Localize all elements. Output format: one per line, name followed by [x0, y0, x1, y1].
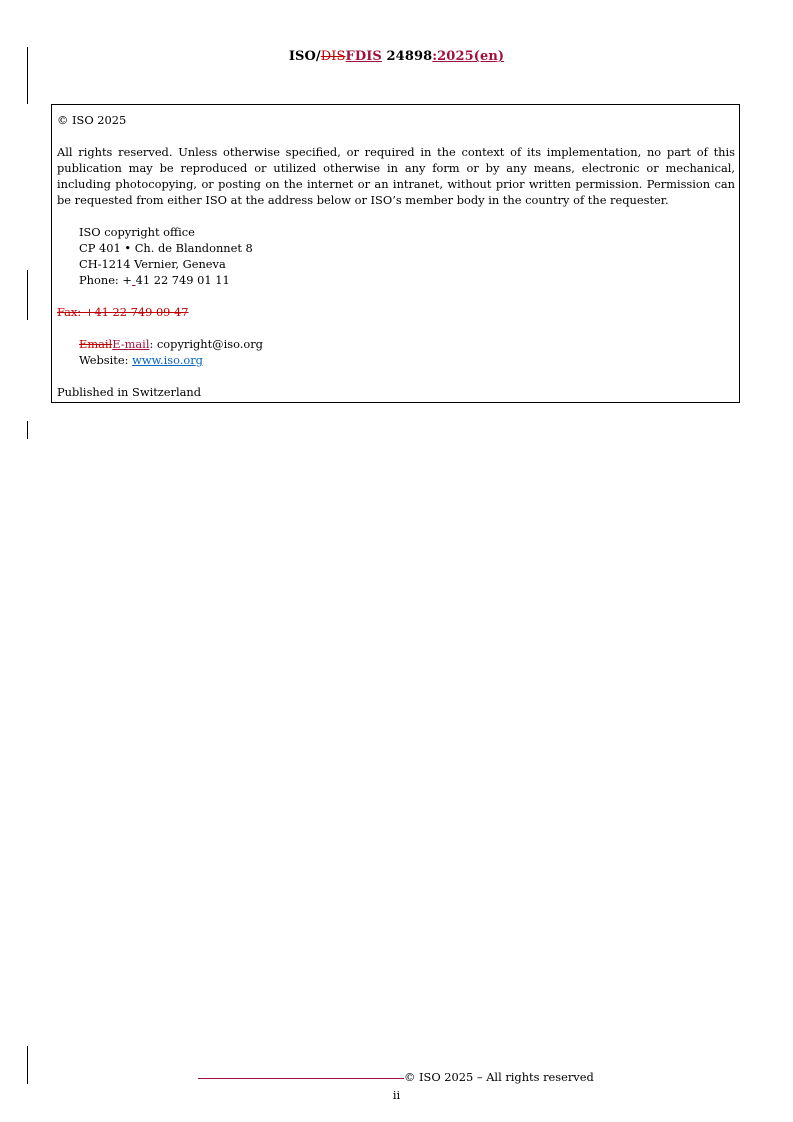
phone-number: 41 22 749 01 11 — [135, 273, 230, 287]
copyright-line: © ISO 2025 — [57, 113, 127, 127]
change-bar — [27, 1046, 28, 1084]
header-prefix: ISO/ — [288, 49, 321, 64]
phone-line — [57, 272, 735, 288]
fax-deleted: Fax: +41 22 749 09 47 — [57, 305, 189, 319]
phone-label: Phone: + — [79, 273, 132, 287]
change-bar — [27, 421, 28, 439]
email-label-deleted: Email — [79, 337, 113, 351]
header-inserted-stage: FDIS — [345, 49, 382, 64]
header-inserted-suffix: :2025(en) — [432, 49, 505, 64]
website-link[interactable]: www.iso.org — [132, 353, 203, 367]
email-value: : copyright@iso.org — [149, 337, 263, 351]
copyright-box — [51, 104, 740, 403]
email-label-inserted: E-mail — [112, 337, 150, 351]
header-deleted-stage: DIS — [320, 49, 346, 64]
document-header — [0, 49, 793, 64]
rights-paragraph: All rights reserved. Unless otherwise specified, or required in the context of its implementation, no part of this publication may be reproduced or utilized otherwise in any form or by any means, electronic or mechanical, including photocopying, or posting on the internet or an intranet, without prior written permission. Permission can be requested from either ISO at the address below or ISO’s member body in the country of the requester. — [57, 145, 735, 207]
email-line — [57, 336, 735, 352]
change-bar — [27, 270, 28, 320]
footer-copyright: © ISO 2025 – All rights reserved — [404, 1070, 594, 1084]
published-line: Published in Switzerland — [57, 385, 202, 399]
website-label: Website: — [79, 353, 133, 367]
header-number: 24898 — [381, 49, 433, 64]
website-line — [57, 352, 735, 368]
office-name: ISO copyright office — [79, 225, 195, 239]
footer-rule — [198, 1078, 404, 1079]
address-line-2: CH-1214 Vernier, Geneva — [79, 257, 226, 271]
page-number: ii — [392, 1088, 401, 1102]
address-line-1: CP 401 • Ch. de Blandonnet 8 — [79, 241, 253, 255]
